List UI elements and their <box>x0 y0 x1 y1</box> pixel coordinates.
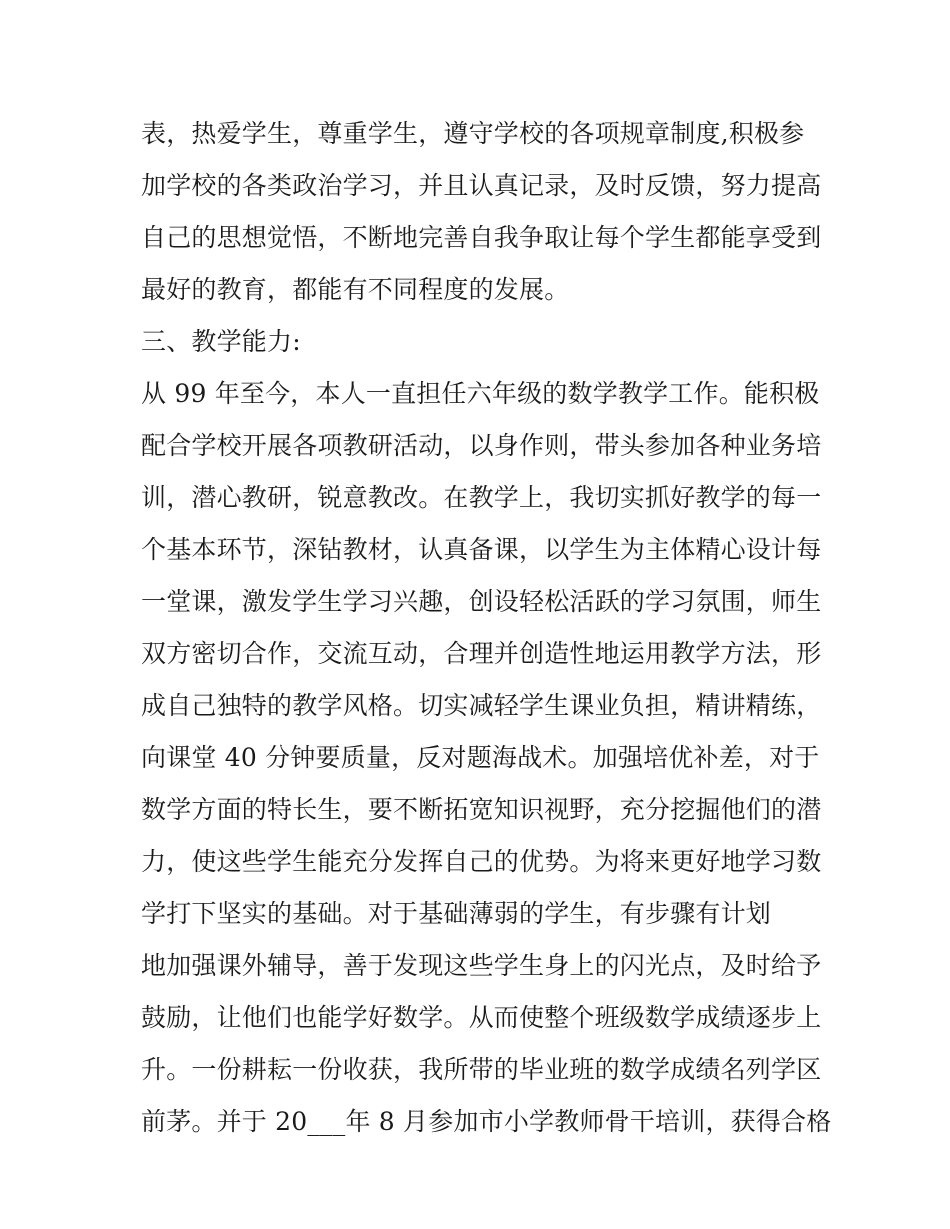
text-line: 加学校的各类政治学习，并且认真记录，及时反馈，努力提高 <box>141 171 822 200</box>
text-line: 前茅。并于 20___年 8 月参加市小学教师骨干培训，获得合格 <box>141 1107 832 1136</box>
text-line: 配合学校开展各项教研活动，以身作则，带头参加各种业务培 <box>141 431 822 460</box>
text-line: 成自己独特的教学风格。切实减轻学生课业负担，精讲精练， <box>141 691 822 720</box>
text-line: 从 99 年至今，本人一直担任六年级的数学教学工作。能积极 <box>141 379 820 408</box>
text-line: 向课堂 40 分钟要质量，反对题海战术。加强培优补差，对于 <box>141 743 820 772</box>
text-line: 数学方面的特长生，要不断拓宽知识视野，充分挖掘他们的潜 <box>141 795 822 824</box>
section-heading: 三、教学能力: <box>141 327 301 356</box>
text-line: 自己的思想觉悟，不断地完善自我争取让每个学生都能享受到 <box>141 223 822 252</box>
text-line: 学打下坚实的基础。对于基础薄弱的学生，有步骤有计划 <box>141 899 772 928</box>
text-line: 鼓励，让他们也能学好数学。从而使整个班级数学成绩逐步上 <box>141 1003 822 1032</box>
text-line: 力，使这些学生能充分发挥自己的优势。为将来更好地学习数 <box>141 847 822 876</box>
text-line: 个基本环节，深钻教材，认真备课，以学生为主体精心设计每 <box>141 535 822 564</box>
text-line: 双方密切合作，交流互动，合理并创造性地运用教学方法，形 <box>141 639 822 668</box>
body-text <box>141 108 832 1148</box>
text-line: 一堂课，激发学生学习兴趣，创设轻松活跃的学习氛围，师生 <box>141 587 822 616</box>
text-line: 升。一份耕耘一份收获，我所带的毕业班的数学成绩名列学区 <box>141 1055 822 1084</box>
text-line: 表，热爱学生，尊重学生，遵守学校的各项规章制度,积极参 <box>141 119 805 148</box>
text-line: 最好的教育，都能有不同程度的发展。 <box>141 275 570 304</box>
text-line: 训，潜心教研，锐意教改。在教学上，我切实抓好教学的每一 <box>141 483 822 512</box>
text-line: 地加强课外辅导，善于发现这些学生身上的闪光点，及时给予 <box>141 951 822 980</box>
